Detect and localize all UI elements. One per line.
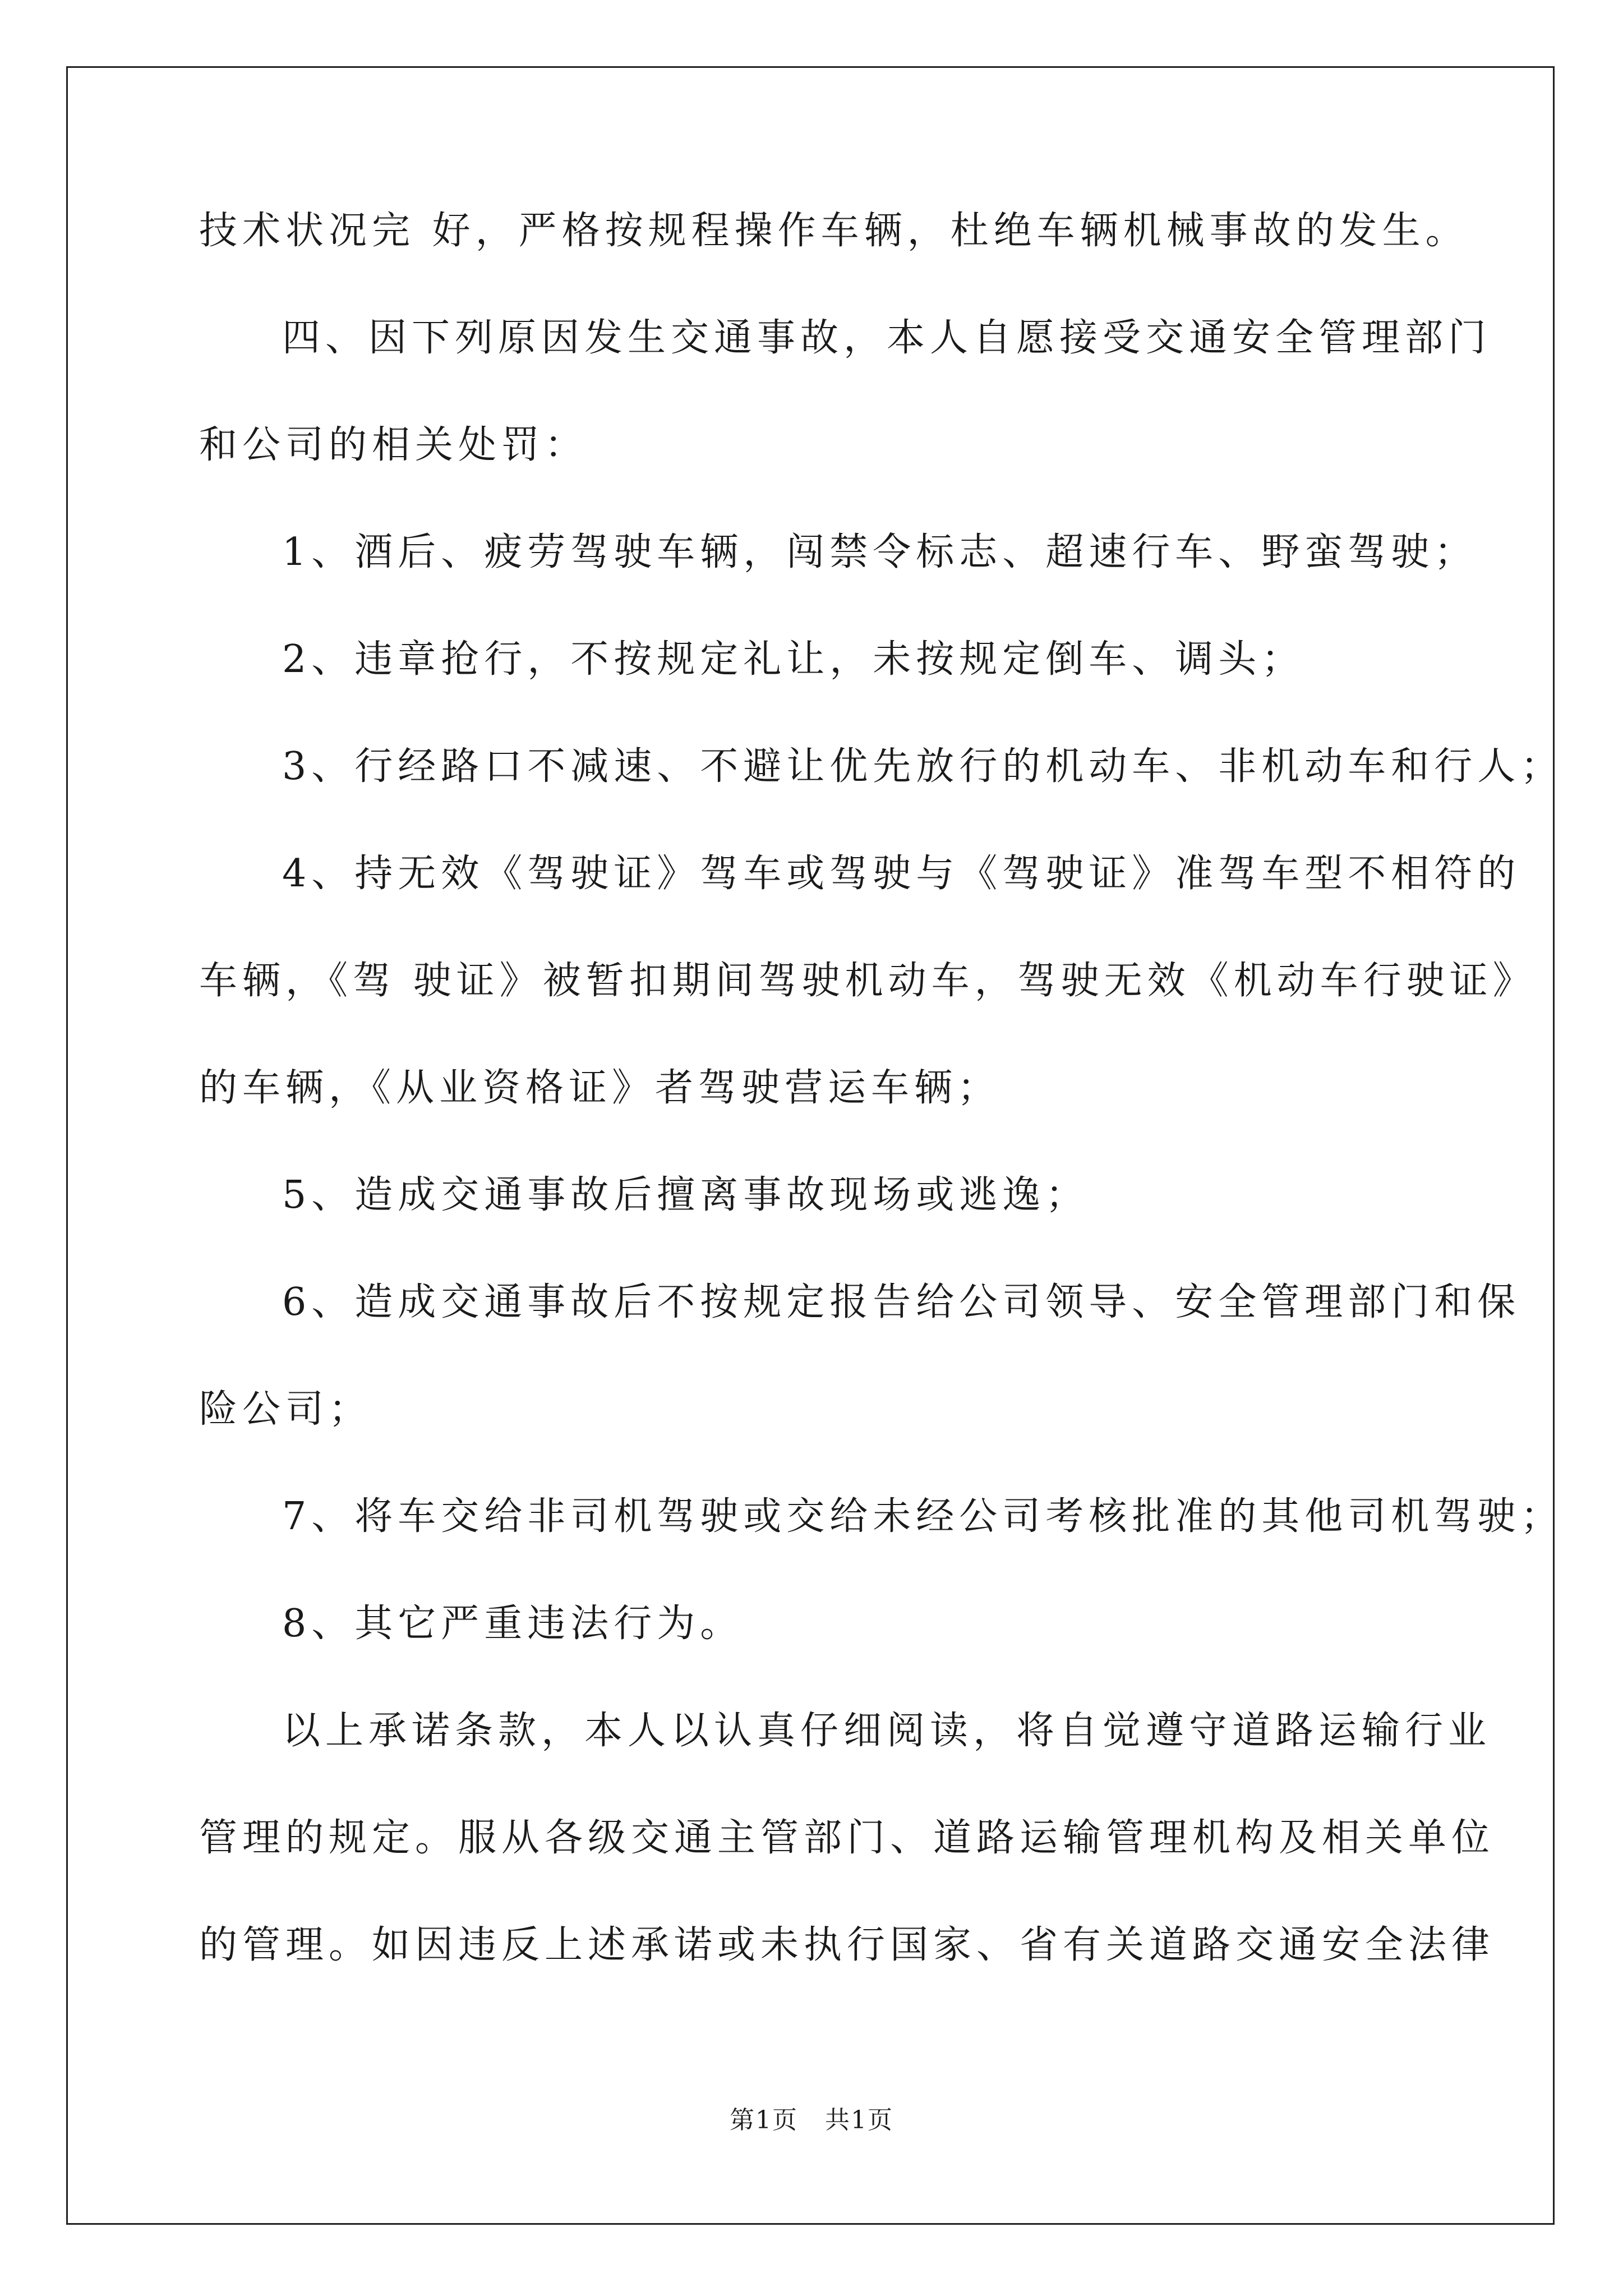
list-item: 8、其它严重违法行为。 bbox=[282, 1602, 744, 1646]
list-item: 4、持无效《驾驶证》驾车或驾驶与《驾驶证》准驾车型不相符的 bbox=[282, 852, 1521, 896]
list-item: 1、酒后、疲劳驾驶车辆，闯禁令标志、超速行车、野蛮驾驶； bbox=[282, 530, 1478, 574]
text-line: 管理的规定。服从各级交通主管部门、道路运输管理机构及相关单位 bbox=[199, 1816, 1495, 1860]
list-item: 5、造成交通事故后擅离事故现场或逃逸； bbox=[282, 1173, 1089, 1217]
text-line: 四、因下列原因发生交通事故，本人自愿接受交通安全管理部门 bbox=[282, 316, 1492, 360]
list-item: 6、造成交通事故后不按规定报告给公司领导、安全管理部门和保 bbox=[282, 1280, 1521, 1324]
page-number-footer: 第1页 共1页 bbox=[730, 2106, 893, 2134]
text-line: 技术状况完 好，严格按规程操作车辆，杜绝车辆机械事故的发生。 bbox=[199, 209, 1469, 253]
list-item: 3、行经路口不减速、不避让优先放行的机动车、非机动车和行人； bbox=[282, 744, 1564, 789]
text-line: 的车辆，《从业资格证》者驾驶营运车辆； bbox=[199, 1066, 1001, 1110]
text-line: 和公司的相关处罚： bbox=[199, 423, 588, 467]
page-border bbox=[66, 66, 1555, 2225]
text-line: 以上承诺条款，本人以认真仔细阅读，将自觉遵守道路运输行业 bbox=[282, 1709, 1492, 1753]
list-item: 7、将车交给非司机驾驶或交给未经公司考核批准的其他司机驾驶； bbox=[282, 1494, 1564, 1539]
text-line: 的管理。如因违反上述承诺或未执行国家、省有关道路交通安全法律 bbox=[199, 1923, 1495, 1967]
text-line: 险公司； bbox=[199, 1387, 372, 1432]
text-line: 车辆，《驾 驶证》被暂扣期间驾驶机动车，驾驶无效《机动车行驶证》 bbox=[199, 959, 1536, 1003]
list-item: 2、违章抢行，不按规定礼让，未按规定倒车、调头； bbox=[282, 637, 1305, 682]
